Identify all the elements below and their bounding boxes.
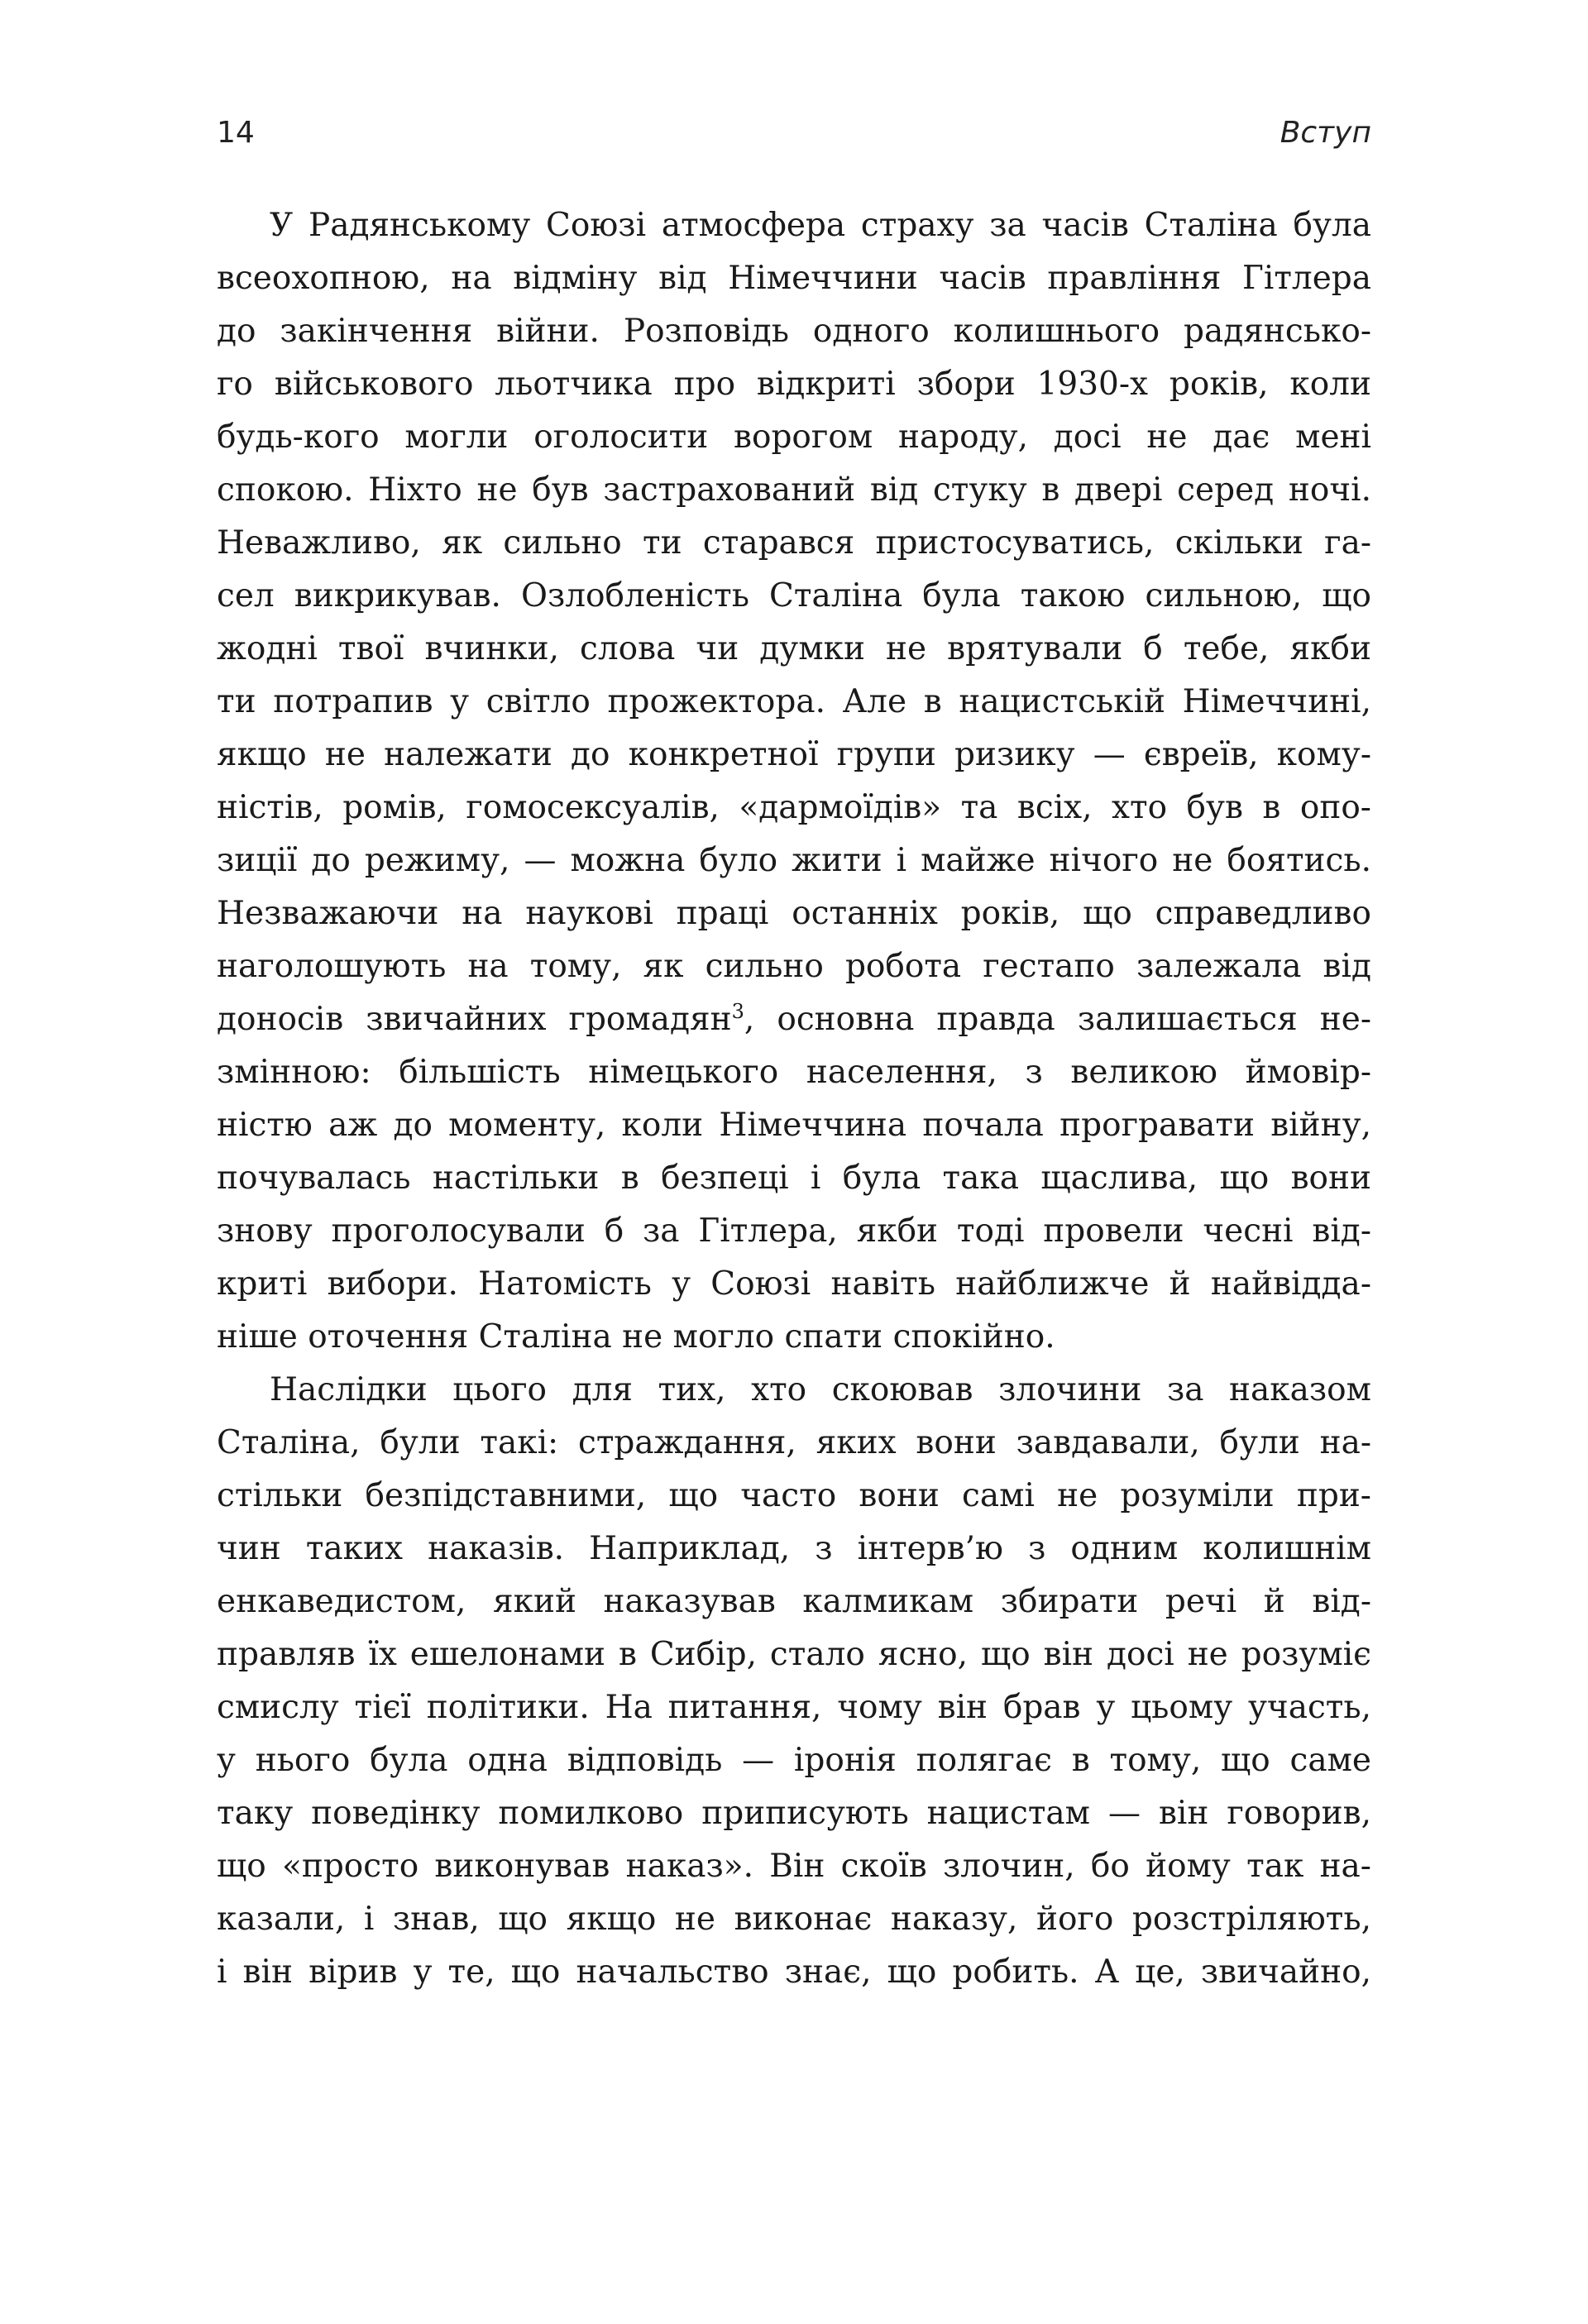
text-line: ністів, ромів, гомосексуалів, «дармоїдів» та всіх, хто був в опо-: [217, 789, 1371, 826]
text-line: Наслідки цього для тих, хто скоював злочини за наказом: [270, 1371, 1371, 1408]
text-line-with-footnote: [217, 993, 1371, 1046]
text-line: жодні твої вчинки, слова чи думки не врятували б тебе, якби: [217, 630, 1371, 667]
text-line: смислу тієї політики. На питання, чому він брав у цьому участь,: [217, 1689, 1371, 1726]
text-line: і він вірив у те, що начальство знає, що робить. А це, звичайно,: [217, 1953, 1371, 1991]
section-title: Вступ: [1279, 116, 1371, 150]
text-segment: , основна правда залишається не-: [744, 1001, 1372, 1038]
text-line: ністю аж до моменту, коли Німеччина почала програвати війну,: [217, 1107, 1371, 1144]
text-segment: доносів звичайних громадян: [217, 1001, 732, 1038]
text-line: Сталіна, були такі: страждання, яких вони завдавали, були на-: [217, 1424, 1371, 1461]
text-line: що «просто виконував наказ». Він скоїв злочин, бо йому так на-: [217, 1848, 1371, 1885]
page-number: 14: [217, 116, 255, 150]
text-line: правляв їх ешелонами в Сибір, стало ясно, що він досі не розуміє: [217, 1636, 1371, 1673]
paragraph-2: [217, 1364, 1371, 1999]
text-line: криті вибори. Натомість у Союзі навіть найближче й найвідда-: [217, 1265, 1371, 1303]
text-line: зиції до режиму, — можна було жити і майже нічого не боятись.: [217, 842, 1371, 879]
text-line: У Радянському Союзі атмосфера страху за часів Сталіна була: [270, 207, 1371, 244]
running-head: [217, 116, 1371, 165]
text-line: таку поведінку помилково приписують нацистам — він говорив,: [217, 1795, 1371, 1832]
text-line: всеохопною, на відміну від Німеччини часів правління Гітлера: [217, 260, 1371, 297]
text-line: ти потрапив у світло прожектора. Але в нацистській Німеччині,: [217, 683, 1371, 720]
text-line: будь-кого могли оголосити ворогом народу, досі не дає мені: [217, 418, 1371, 456]
text-line: Неважливо, як сильно ти старався пристосуватись, скільки га-: [217, 524, 1371, 562]
text-line: до закінчення війни. Розповідь одного колишнього радянсько-: [217, 313, 1371, 350]
text-line: го військового льотчика про відкриті збори 1930-х років, коли: [217, 366, 1371, 403]
text-line: у нього була одна відповідь — іронія полягає в тому, що саме: [217, 1742, 1371, 1779]
text-line: сел викрикував. Озлобленість Сталіна була такою сильною, що: [217, 577, 1371, 614]
text-line: ніше оточення Сталіна не могло спати спокійно.: [217, 1318, 1055, 1356]
text-line: спокою. Ніхто не був застрахований від стуку в двері серед ночі.: [217, 471, 1371, 509]
text-line: якщо не належати до конкретної групи ризику — євреїв, кому-: [217, 736, 1371, 773]
body-text: [217, 199, 1371, 1999]
text-line: почувалась настільки в безпеці і була така щаслива, що вони: [217, 1160, 1371, 1197]
text-line: наголошують на тому, як сильно робота гестапо залежала від: [217, 948, 1371, 985]
text-line: чин таких наказів. Наприклад, з інтерв’ю з одним колишнім: [217, 1530, 1371, 1567]
text-line: стільки безпідставними, що часто вони самі не розуміли при-: [217, 1477, 1371, 1514]
text-line: знову проголосували б за Гітлера, якби тоді провели чесні від-: [217, 1212, 1371, 1250]
text-line: Незважаючи на наукові праці останніх років, що справедливо: [217, 895, 1371, 932]
text-line: енкаведистом, який наказував калмикам збирати речі й від-: [217, 1583, 1371, 1620]
text-line: казали, і знав, що якщо не виконає наказу, його розстріляють,: [217, 1901, 1371, 1938]
paragraph-1: [217, 199, 1371, 1364]
footnote-ref[interactable]: 3: [731, 1000, 744, 1023]
text-line: змінною: більшість німецького населення, з великою ймовір-: [217, 1054, 1371, 1091]
